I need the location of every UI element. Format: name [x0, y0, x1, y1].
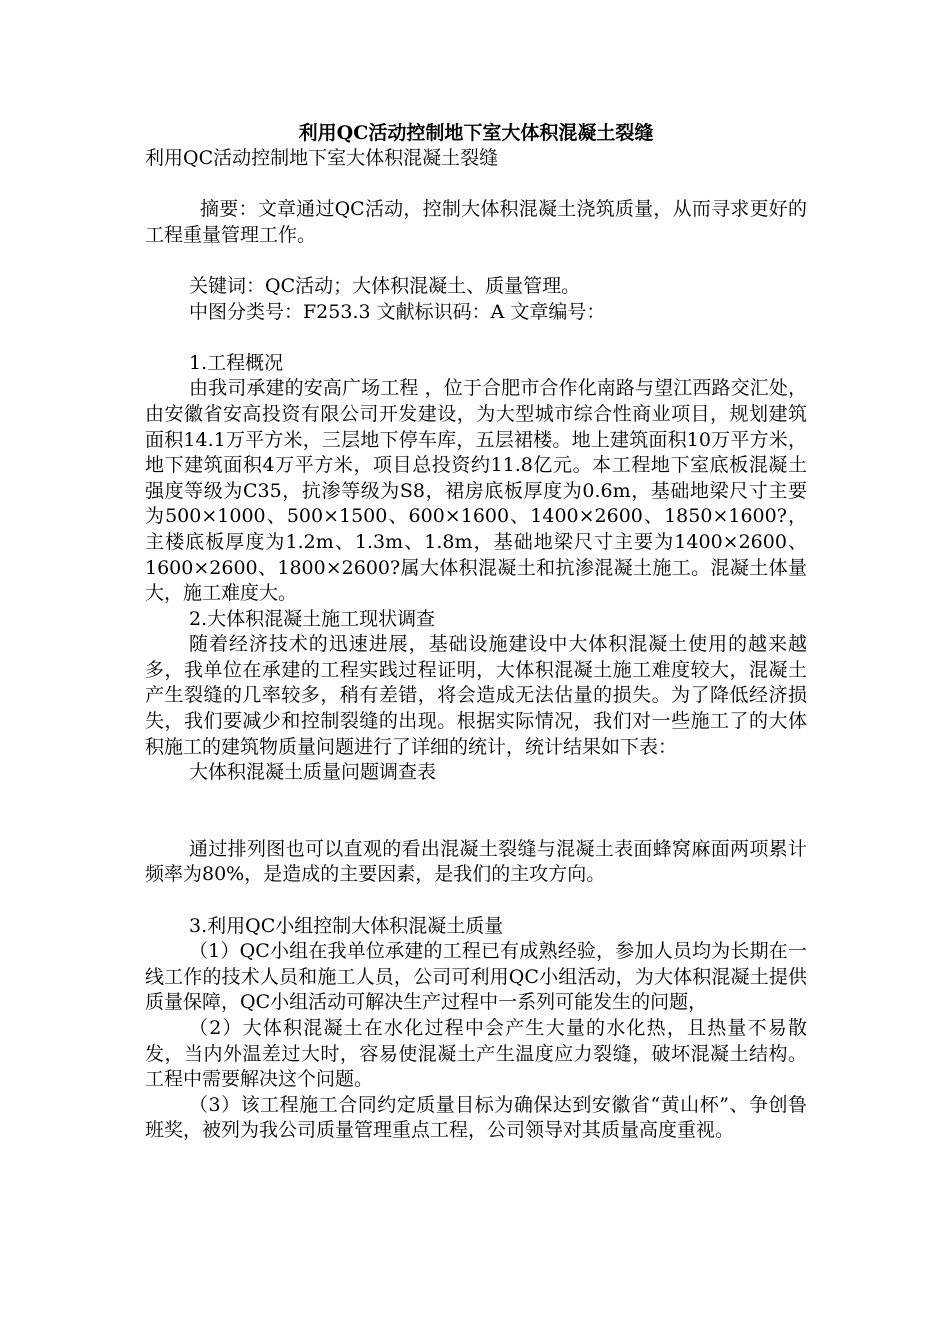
- keywords-line: 关键词：QC活动；大体积混凝土、质量管理。: [189, 274, 581, 297]
- document-body: [145, 120, 807, 1144]
- pareto-paragraph: 通过排列图也可以直观的看出混凝土裂缝与混凝土表面蜂窝麻面两项累计频率为80%，是造成的主要因素，是我们的主攻方向。: [145, 837, 807, 886]
- section-3-item-1: （1）QC小组在我单位承建的工程已有成熟经验，参加人员均为长期在一线工作的技术人员和施工人员，公司可利用QC小组活动，为大体积混凝土提供质量保障，QC小组活动可解决生产过程中一系列可能发生的问题，: [145, 940, 807, 1014]
- document-title: 利用QC活动控制地下室大体积混凝土裂缝: [298, 122, 654, 144]
- classification-line: 中图分类号：F253.3 文献标识码：A 文章编号：: [189, 300, 606, 323]
- section-3-heading: 3.利用QC小组控制大体积混凝土质量: [189, 914, 504, 937]
- section-1-heading: 1.工程概况: [189, 351, 284, 374]
- abstract-paragraph: 摘要：文章通过QC活动，控制大体积混凝土浇筑质量，从而寻求更好的工程重量管理工作。: [145, 198, 807, 246]
- section-3-item-3: （3）该工程施工合同约定质量目标为确保达到安徽省“黄山杯”、争创鲁班奖，被列为我公司质量管理重点工程，公司领导对其质量高度重视。: [145, 1093, 807, 1142]
- section-1-body: 由我司承建的安高广场工程 ，位于合肥市合作化南路与望江西路交汇处，由安徽省安高投资有限公司开发建设，为大型城市综合性商业项目，规划建筑面积14.1万平方米，三层地下停车库，五层裙楼。地上建筑面积10万平方米，地下建筑面积4万平方米，项目总投资约11.8亿元。本工程地下室底板混凝土强度等级为C35，抗渗等级为S8，裙房底板厚度为0.6m，基础地梁尺寸主要为500×1000、500×1500、600×1600、1400×2600、1850×1600?，主楼底板厚度为1.2m、1.3m、1.8m，基础地梁尺寸主要为1400×2600、1600×2600、1800×2600?属大体积混凝土和抗渗混凝土施工。混凝土体量大，施工难度大。: [145, 377, 807, 605]
- table-caption: 大体积混凝土质量问题调查表: [189, 761, 437, 784]
- section-2-body: 随着经济技术的迅速进展，基础设施建设中大体积混凝土使用的越来越多，我单位在承建的工程实践过程证明，大体积混凝土施工难度较大，混凝土产生裂缝的几率较多，稍有差错，将会造成无法估量的损失。为了降低经济损失，我们要减少和控制裂缝的出现。根据实际情况，我们对一些施工了的大体积施工的建筑物质量问题进行了详细的统计，统计结果如下表：: [145, 633, 807, 758]
- section-3-item-2: （2）大体积混凝土在水化过程中会产生大量的水化热，且热量不易散发，当内外温差过大时，容易使混凝土产生温度应力裂缝，破坏混凝土结构。工程中需要解决这个问题。: [145, 1017, 807, 1091]
- document-subtitle: 利用QC活动控制地下室大体积混凝土裂缝: [145, 147, 499, 169]
- section-2-heading: 2.大体积混凝土施工现状调查: [189, 607, 436, 630]
